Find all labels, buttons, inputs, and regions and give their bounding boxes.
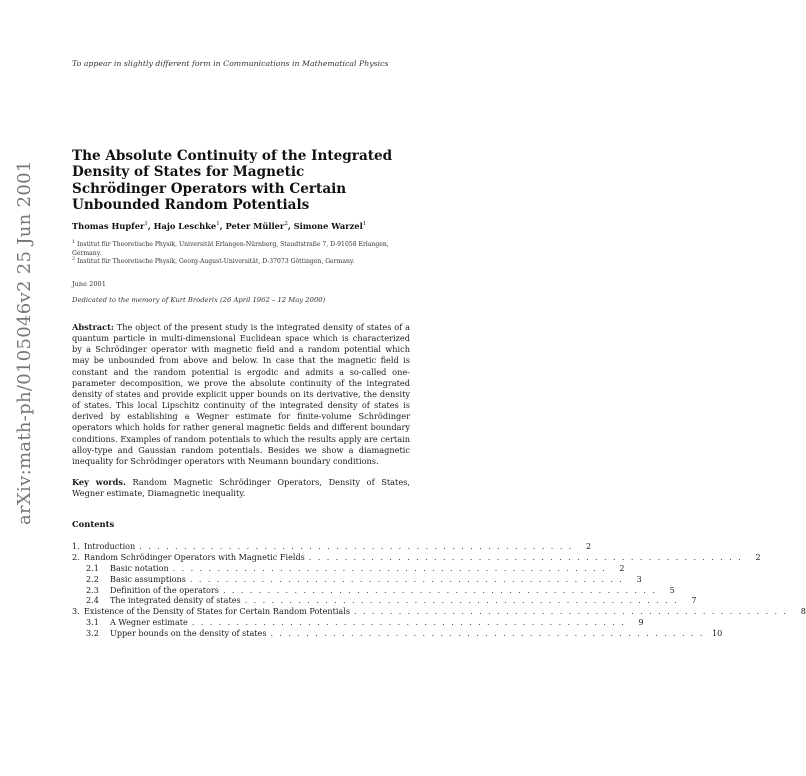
toc-entry[interactable] xyxy=(72,628,723,639)
toc-entry[interactable] xyxy=(72,541,592,552)
toc-page: 8 xyxy=(800,606,806,617)
affiliation xyxy=(72,256,417,267)
paper-title: The Absolute Continuity of the Integrated Density of States for Magnetic Schrödinger Operators with Certain Unbounded Random Potentials xyxy=(72,148,393,213)
keywords-label: Key words. xyxy=(72,477,126,487)
author-affil-mark: 1 xyxy=(216,221,220,228)
author-affil-mark: 1 xyxy=(362,221,367,228)
toc-entry[interactable] xyxy=(72,617,644,628)
table-of-contents xyxy=(72,541,806,639)
toc-page: 3 xyxy=(636,573,642,584)
toc-page: 5 xyxy=(669,584,675,595)
affiliation-mark: 2 xyxy=(72,257,76,262)
toc-title: Upper bounds on the density of states xyxy=(110,628,267,639)
toc-leader: . . . . . . . . . . . . . . . . . . . . . . . . . . . . . . . . . . . . . . . . . . . . . . . . . xyxy=(270,628,705,639)
affiliation-text: Institut für Theoretische Physik, Universität Erlangen-Nürnberg, Staudtstraße 7, D-91058 Erlangen, Germany. xyxy=(72,241,389,257)
keywords xyxy=(72,477,410,499)
toc-title: Basic notation xyxy=(110,562,169,573)
toc-leader: . . . . . . . . . . . . . . . . . . . . . . . . . . . . . . . . . . . . . . . . . . . . . . . . . xyxy=(354,606,788,617)
toc-entry[interactable] xyxy=(72,573,642,585)
dedication: Dedicated to the memory of Kurt Broderix (26 April 1962 – 12 May 2000) xyxy=(72,296,326,304)
contents-heading: Contents xyxy=(72,519,115,529)
toc-number: 2. xyxy=(72,551,80,562)
author-name: Hajo Leschke xyxy=(153,221,217,231)
arxiv-stamp: arXiv:math-ph/0105046v2 25 Jun 2001 xyxy=(14,160,35,525)
toc-page: 2 xyxy=(755,551,761,562)
toc-leader: . . . . . . . . . . . . . . . . . . . . . . . . . . . . . . . . . . . . . . . . . . . . . . . . . xyxy=(222,584,657,595)
author-affil-mark: 1 xyxy=(144,221,148,228)
toc-page: 2 xyxy=(619,562,625,573)
toc-title: Existence of the Density of States for Certain Random Potentials xyxy=(84,606,350,617)
toc-leader: . . . . . . . . . . . . . . . . . . . . . . . . . . . . . . . . . . . . . . . . . . . . . . . . . xyxy=(139,541,574,551)
toc-title: A Wegner estimate xyxy=(110,617,188,628)
toc-number: 2.1 xyxy=(86,562,99,573)
publication-date: June 2001 xyxy=(72,280,106,288)
abstract-text: The object of the present study is the integrated density of states of a quantum particle in multi-dimensional Euclidean space which is characterized by a Schrödinger operator with magnetic field and a random potential which may be unbounded from above and below. In case that the magnetic field is constant and the random potential is ergodic and admits a so-called one-parameter decomposition, we prove the absolute continuity of the integrated density of states and provide explicit upper bounds on its derivative, the density of states. This local Lipschitz continuity of the integrated density of states is derived by establishing a Wegner estimate for finite-volume Schrödinger operators which holds for rather general magnetic fields and different boundary conditions. Examples of random potentials to which the results apply are certain alloy-type and Gaussian random potentials. Besides we show a diamagnetic inequality for Schrödinger operators with Neumann boundary conditions. xyxy=(72,322,410,466)
toc-number: 1. xyxy=(72,541,80,551)
toc-entry[interactable] xyxy=(72,551,761,563)
toc-page: 2 xyxy=(585,541,592,551)
toc-leader: . . . . . . . . . . . . . . . . . . . . . . . . . . . . . . . . . . . . . . . . . . . . . . . . . xyxy=(244,595,679,606)
toc-title: Random Schrödinger Operators with Magnetic Fields xyxy=(84,551,305,562)
toc-number: 3.2 xyxy=(86,628,99,639)
author-name: Simone Warzel xyxy=(293,221,363,231)
affiliation-text: Institut für Theoretische Physik, Georg-August-Universität, D-37073 Göttingen, Germany. xyxy=(77,258,355,266)
toc-title: The integrated density of states xyxy=(110,595,241,606)
toc-leader: . . . . . . . . . . . . . . . . . . . . . . . . . . . . . . . . . . . . . . . . . . . . . . . . . xyxy=(172,562,607,573)
affiliation-mark: 1 xyxy=(72,240,76,245)
toc-page: 10 xyxy=(712,628,723,639)
author-affil-mark: 2 xyxy=(284,221,288,228)
author-name: Peter Müller xyxy=(225,221,285,231)
toc-leader: . . . . . . . . . . . . . . . . . . . . . . . . . . . . . . . . . . . . . . . . . . . . . . . . . xyxy=(189,573,624,584)
keywords-text: Random Magnetic Schrödinger Operators, Density of States, Wegner estimate, Diamagnetic inequality. xyxy=(72,477,410,499)
toc-number: 3. xyxy=(72,606,80,617)
toc-page: 9 xyxy=(638,617,644,628)
toc-entry[interactable] xyxy=(72,584,675,596)
abstract-label: Abstract: xyxy=(72,322,114,332)
toc-page: 7 xyxy=(691,595,697,606)
toc-title: Definition of the operators xyxy=(110,584,219,595)
abstract xyxy=(72,322,410,467)
toc-leader: . . . . . . . . . . . . . . . . . . . . . . . . . . . . . . . . . . . . . . . . . . . . . . . . . xyxy=(308,551,743,562)
toc-entry[interactable] xyxy=(72,595,697,606)
toc-entry[interactable] xyxy=(72,606,806,617)
toc-number: 2.3 xyxy=(86,584,99,595)
journal-note: To appear in slightly different form in Communications in Mathematical Physics xyxy=(72,59,389,68)
toc-number: 2.2 xyxy=(86,573,99,584)
toc-title: Introduction xyxy=(84,541,136,551)
toc-number: 3.1 xyxy=(86,617,99,628)
author-list: Thomas Hupfer$^1$, Hajo Leschke$^1$, Peter Müller$^2$, Simone Warzel$^1$ xyxy=(72,221,367,231)
toc-leader: . . . . . . . . . . . . . . . . . . . . . . . . . . . . . . . . . . . . . . . . . . . . . . . . . xyxy=(191,617,626,628)
toc-title: Basic assumptions xyxy=(110,573,186,584)
toc-entry[interactable] xyxy=(72,562,625,574)
toc-number: 2.4 xyxy=(86,595,99,606)
author-name: Thomas Hupfer xyxy=(72,221,145,231)
